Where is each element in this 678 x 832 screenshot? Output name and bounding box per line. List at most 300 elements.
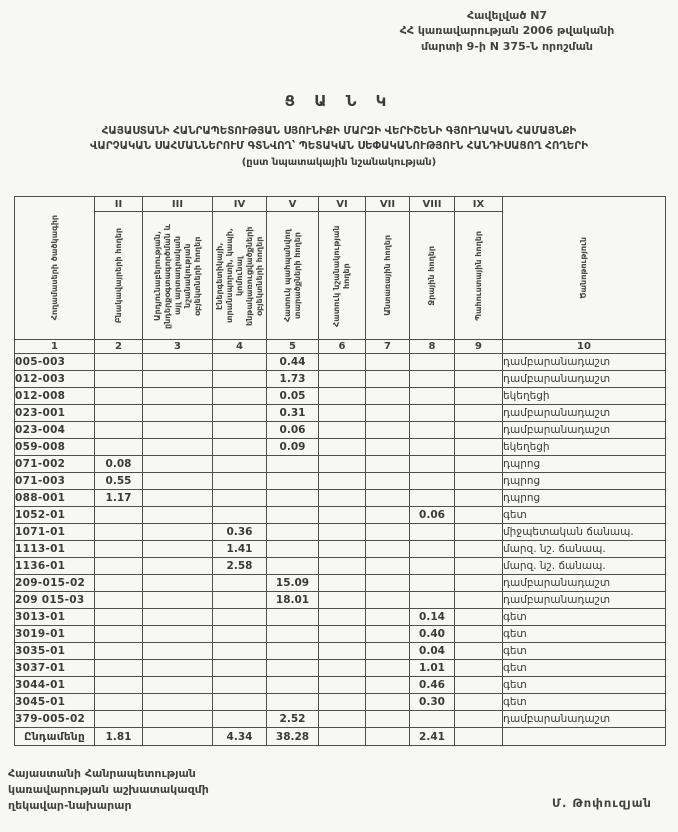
table-row (15, 626, 666, 643)
area-value-cell (143, 711, 213, 728)
column-label: Հատուկ նշանակության հողեր (332, 224, 351, 327)
table-row (15, 660, 666, 677)
area-value-cell (213, 660, 267, 677)
parcel-code: 088-001 (15, 490, 95, 507)
area-value-cell: 2.58 (213, 558, 267, 575)
area-value-cell (143, 371, 213, 388)
area-value-cell (319, 677, 366, 694)
column-header-2 (95, 197, 143, 340)
area-value-cell (143, 473, 213, 490)
parcel-code: 012-008 (15, 388, 95, 405)
area-value-cell (410, 354, 455, 371)
area-value-cell (319, 354, 366, 371)
footer-line-3: ղեկավար-նախարար (8, 798, 132, 812)
column-label: Ծանոթություն (579, 237, 588, 299)
area-value-cell (95, 354, 143, 371)
area-value-cell (143, 660, 213, 677)
table-row (15, 677, 666, 694)
parcel-code: 379-005-02 (15, 711, 95, 728)
note-cell (503, 728, 666, 746)
column-number: 5 (267, 340, 319, 354)
area-value-cell (455, 677, 503, 694)
area-value-cell (366, 609, 410, 626)
column-label: Արդյունաբերության, ընդերքօգտագործման և այլ արտադրական նշանակության օբյեկտների հողեր (152, 222, 202, 329)
area-value-cell (95, 711, 143, 728)
area-value-cell (366, 592, 410, 609)
area-value-cell (455, 507, 503, 524)
area-value-cell (95, 660, 143, 677)
area-value-cell (410, 558, 455, 575)
area-value-cell (366, 711, 410, 728)
note-cell: դամբարանադաշտ (503, 592, 666, 609)
area-value-cell (267, 643, 319, 660)
area-value-cell (319, 558, 366, 575)
area-value-cell (143, 728, 213, 746)
area-value-cell: 38.28 (267, 728, 319, 746)
area-value-cell (143, 524, 213, 541)
area-value-cell (267, 490, 319, 507)
roman-numeral: III (143, 197, 212, 212)
area-value-cell: 1.41 (213, 541, 267, 558)
area-value-cell (143, 575, 213, 592)
area-value-cell (143, 439, 213, 456)
area-value-cell (455, 371, 503, 388)
parcel-code: 209 015-03 (15, 592, 95, 609)
document-subtitle-1: ՀԱՅԱՍՏԱՆԻ ՀԱՆՐԱՊԵՏՈՒԹՅԱՆ ՍՅՈՒՆԻՔԻ ՄԱՐԶԻ ՎԵՐԻՇԵՆԻ ԳՅՈՒՂԱԿԱՆ ՀԱՄԱՅՆՔԻ (101, 125, 577, 137)
note-cell: գետ (503, 626, 666, 643)
appendix-line-2: ՀՀ կառավարության 2006 թվականի (399, 24, 615, 38)
parcel-code: 023-001 (15, 405, 95, 422)
roman-numeral: IV (213, 197, 266, 212)
area-value-cell (455, 592, 503, 609)
table-row (15, 490, 666, 507)
area-value-cell (267, 456, 319, 473)
area-value-cell (366, 677, 410, 694)
note-cell: դպրոց (503, 456, 666, 473)
area-value-cell (366, 473, 410, 490)
area-value-cell (455, 456, 503, 473)
area-value-cell (455, 643, 503, 660)
note-cell: գետ (503, 643, 666, 660)
area-value-cell (213, 677, 267, 694)
area-value-cell (455, 524, 503, 541)
area-value-cell (267, 626, 319, 643)
area-value-cell (143, 609, 213, 626)
column-label: Էներգետիկայի, տրանսպորտի, կապի, կոմունալ ենթակառուցվածքների օբյեկտների հողեր (214, 225, 264, 326)
area-value-cell (95, 575, 143, 592)
appendix-line-1: Հավելված N7 (466, 9, 548, 22)
column-number: 10 (503, 340, 666, 354)
area-value-cell (410, 490, 455, 507)
area-value-cell (410, 456, 455, 473)
area-value-cell (410, 575, 455, 592)
area-value-cell (319, 643, 366, 660)
area-value-cell (95, 643, 143, 660)
area-value-cell (455, 711, 503, 728)
parcel-code: 1071-01 (15, 524, 95, 541)
area-value-cell (143, 592, 213, 609)
note-cell: միջպետական ճանապ. (503, 524, 666, 541)
note-cell: դամբարանադաշտ (503, 575, 666, 592)
total-label: Ընդամենը (15, 728, 95, 746)
table-row (15, 558, 666, 575)
column-header-10 (503, 197, 666, 340)
footer-line-1: Հայաստանի Հանրապետության (8, 767, 196, 780)
area-value-cell (366, 456, 410, 473)
parcel-code: 005-003 (15, 354, 95, 371)
column-label: Պահուստային հողեր (473, 230, 483, 321)
area-value-cell (366, 575, 410, 592)
note-cell: դամբարանադաշտ (503, 405, 666, 422)
land-parcel-table (14, 196, 666, 746)
column-header-5 (267, 197, 319, 340)
column-header-7 (366, 197, 410, 340)
table-row (15, 711, 666, 728)
document-title: Ց Ա Ն Կ (284, 92, 394, 110)
footer-line-2: կառավարության աշխատակազմի (8, 782, 209, 796)
area-value-cell (213, 592, 267, 609)
area-value-cell (319, 371, 366, 388)
area-value-cell (143, 388, 213, 405)
area-value-cell (366, 643, 410, 660)
area-value-cell: 0.14 (410, 609, 455, 626)
column-number: 3 (143, 340, 213, 354)
area-value-cell (455, 728, 503, 746)
area-value-cell (455, 490, 503, 507)
signature-name: Մ. Թոփուզյան (552, 796, 652, 810)
note-cell: գետ (503, 677, 666, 694)
area-value-cell (366, 371, 410, 388)
area-value-cell (319, 541, 366, 558)
area-value-cell (455, 660, 503, 677)
area-value-cell (410, 711, 455, 728)
area-value-cell (95, 422, 143, 439)
note-cell: եկեղեցի (503, 439, 666, 456)
parcel-code: 023-004 (15, 422, 95, 439)
area-value-cell: 2.41 (410, 728, 455, 746)
area-value-cell (143, 643, 213, 660)
footer-signatory-title (8, 766, 209, 814)
area-value-cell (143, 558, 213, 575)
area-value-cell: 0.05 (267, 388, 319, 405)
area-value-cell (213, 473, 267, 490)
note-cell: դամբարանադաշտ (503, 371, 666, 388)
area-value-cell (267, 558, 319, 575)
area-value-cell (410, 473, 455, 490)
area-value-cell (455, 575, 503, 592)
table-row (15, 473, 666, 490)
table-row (15, 405, 666, 422)
area-value-cell (213, 371, 267, 388)
area-value-cell (366, 388, 410, 405)
area-value-cell (267, 473, 319, 490)
area-value-cell (95, 626, 143, 643)
roman-numeral: VIII (410, 197, 454, 212)
table-row (15, 422, 666, 439)
area-value-cell: 18.01 (267, 592, 319, 609)
area-value-cell (95, 371, 143, 388)
appendix-line-3: մարտի 9-ի N 375-Ն որոշման (420, 39, 594, 53)
area-value-cell: 1.17 (95, 490, 143, 507)
area-value-cell (455, 609, 503, 626)
area-value-cell: 0.06 (410, 507, 455, 524)
area-value-cell: 0.44 (267, 354, 319, 371)
note-cell: դամբարանադաշտ (503, 711, 666, 728)
area-value-cell (366, 354, 410, 371)
area-value-cell (319, 422, 366, 439)
column-header-8 (410, 197, 455, 340)
area-value-cell: 1.81 (95, 728, 143, 746)
area-value-cell (366, 728, 410, 746)
area-value-cell (95, 694, 143, 711)
area-value-cell (319, 728, 366, 746)
area-value-cell (455, 473, 503, 490)
area-value-cell (143, 456, 213, 473)
area-value-cell (455, 541, 503, 558)
area-value-cell (267, 524, 319, 541)
note-cell: գետ (503, 609, 666, 626)
column-header-6 (319, 197, 366, 340)
area-value-cell: 0.04 (410, 643, 455, 660)
column-number: 2 (95, 340, 143, 354)
column-label: Անտառային հողեր (382, 235, 392, 316)
area-value-cell (455, 405, 503, 422)
area-value-cell (366, 541, 410, 558)
table-row (15, 388, 666, 405)
parcel-code: 012-003 (15, 371, 95, 388)
area-value-cell (410, 388, 455, 405)
area-value-cell (95, 558, 143, 575)
column-number: 9 (455, 340, 503, 354)
table-row (15, 694, 666, 711)
area-value-cell: 0.55 (95, 473, 143, 490)
area-value-cell (213, 422, 267, 439)
note-cell: դպրոց (503, 490, 666, 507)
area-value-cell (213, 626, 267, 643)
table-row (15, 456, 666, 473)
area-value-cell: 1.01 (410, 660, 455, 677)
table-row (15, 609, 666, 626)
area-value-cell: 0.06 (267, 422, 319, 439)
area-value-cell (319, 473, 366, 490)
area-value-cell (319, 439, 366, 456)
table-header-row (15, 197, 666, 340)
table-row (15, 592, 666, 609)
area-value-cell (143, 490, 213, 507)
table-row (15, 524, 666, 541)
area-value-cell (143, 677, 213, 694)
area-value-cell (319, 405, 366, 422)
column-label: Հողամասերի ծածկագիր (49, 215, 59, 321)
area-value-cell: 0.09 (267, 439, 319, 456)
parcel-code: 209-015-02 (15, 575, 95, 592)
area-value-cell (267, 660, 319, 677)
area-value-cell (319, 609, 366, 626)
area-value-cell (213, 643, 267, 660)
area-value-cell (143, 541, 213, 558)
area-value-cell (319, 524, 366, 541)
note-cell: եկեղեցի (503, 388, 666, 405)
area-value-cell (366, 439, 410, 456)
area-value-cell (455, 354, 503, 371)
document-subtitle-2: ՎԱՐՉԱԿԱՆ ՍԱՀՄԱՆՆԵՐՈՒՄ ԳՏՆՎՈՂ՝ ՊԵՏԱԿԱՆ ՍԵՓԱԿԱՆՈՒԹՅՈՒՆ ՀԱՆԴԻՍԱՑՈՂ ՀՈՂԵՐԻ (90, 139, 588, 152)
area-value-cell (319, 456, 366, 473)
area-value-cell (95, 677, 143, 694)
area-value-cell (319, 694, 366, 711)
title-block (0, 92, 678, 170)
document-subtitle-3: (ըստ նպատակային նշանակության) (241, 156, 437, 168)
table-body (15, 354, 666, 746)
parcel-code: 071-002 (15, 456, 95, 473)
table-row (15, 354, 666, 371)
area-value-cell: 0.46 (410, 677, 455, 694)
area-value-cell: 0.31 (267, 405, 319, 422)
area-value-cell: 15.09 (267, 575, 319, 592)
area-value-cell (366, 490, 410, 507)
column-number: 1 (15, 340, 95, 354)
column-number: 4 (213, 340, 267, 354)
table-row (15, 643, 666, 660)
note-cell: մարզ. նշ. ճանապ. (503, 558, 666, 575)
table-row (15, 439, 666, 456)
parcel-code: 3045-01 (15, 694, 95, 711)
area-value-cell (95, 541, 143, 558)
column-header-9 (455, 197, 503, 340)
area-value-cell: 0.08 (95, 456, 143, 473)
area-value-cell (95, 609, 143, 626)
area-value-cell (319, 575, 366, 592)
area-value-cell (213, 711, 267, 728)
parcel-code: 3037-01 (15, 660, 95, 677)
column-number-row (15, 340, 666, 354)
area-value-cell (95, 592, 143, 609)
area-value-cell (213, 575, 267, 592)
area-value-cell (366, 422, 410, 439)
area-value-cell: 0.30 (410, 694, 455, 711)
column-label: Հատուկ պահպանվող տարածքների հողեր (282, 229, 302, 322)
area-value-cell (143, 507, 213, 524)
area-value-cell (143, 405, 213, 422)
note-cell: գետ (503, 660, 666, 677)
area-value-cell (366, 558, 410, 575)
parcel-code: 3019-01 (15, 626, 95, 643)
area-value-cell (319, 507, 366, 524)
column-label: Ջրային հողեր (427, 245, 436, 306)
area-value-cell (455, 388, 503, 405)
table-row (15, 371, 666, 388)
area-value-cell (267, 507, 319, 524)
roman-numeral: VI (319, 197, 365, 212)
area-value-cell (267, 541, 319, 558)
area-value-cell (213, 694, 267, 711)
area-value-cell (95, 439, 143, 456)
area-value-cell (213, 439, 267, 456)
area-value-cell (410, 541, 455, 558)
area-value-cell (410, 524, 455, 541)
parcel-code: 071-003 (15, 473, 95, 490)
roman-numeral: V (267, 197, 318, 212)
area-value-cell (366, 524, 410, 541)
column-header-3 (143, 197, 213, 340)
area-value-cell (410, 592, 455, 609)
area-value-cell (213, 490, 267, 507)
parcel-code: 1113-01 (15, 541, 95, 558)
area-value-cell (410, 439, 455, 456)
column-number: 7 (366, 340, 410, 354)
area-value-cell (213, 507, 267, 524)
area-value-cell (213, 609, 267, 626)
area-value-cell (143, 694, 213, 711)
parcel-code: 059-008 (15, 439, 95, 456)
table-row (15, 575, 666, 592)
area-value-cell (143, 626, 213, 643)
area-value-cell (455, 694, 503, 711)
area-value-cell (366, 660, 410, 677)
note-cell: մարզ. նշ. ճանապ. (503, 541, 666, 558)
area-value-cell (95, 524, 143, 541)
parcel-code: 1052-01 (15, 507, 95, 524)
total-row (15, 728, 666, 746)
area-value-cell: 1.73 (267, 371, 319, 388)
area-value-cell (95, 405, 143, 422)
area-value-cell (95, 507, 143, 524)
area-value-cell (455, 558, 503, 575)
table-row (15, 507, 666, 524)
area-value-cell: 2.52 (267, 711, 319, 728)
area-value-cell (455, 422, 503, 439)
column-label: Բնակավայրերի հողեր (113, 227, 123, 324)
note-cell: դամբարանադաշտ (503, 354, 666, 371)
table-row (15, 541, 666, 558)
area-value-cell (267, 677, 319, 694)
area-value-cell (366, 507, 410, 524)
area-value-cell (213, 456, 267, 473)
area-value-cell (319, 660, 366, 677)
area-value-cell (267, 694, 319, 711)
area-value-cell (213, 388, 267, 405)
appendix-reference (352, 8, 662, 54)
area-value-cell (455, 626, 503, 643)
area-value-cell (410, 422, 455, 439)
area-value-cell (455, 439, 503, 456)
roman-numeral: IX (455, 197, 502, 212)
parcel-code: 3035-01 (15, 643, 95, 660)
area-value-cell (319, 592, 366, 609)
area-value-cell: 0.40 (410, 626, 455, 643)
area-value-cell: 4.34 (213, 728, 267, 746)
roman-numeral: II (95, 197, 142, 212)
area-value-cell (319, 711, 366, 728)
note-cell: դպրոց (503, 473, 666, 490)
column-number: 8 (410, 340, 455, 354)
area-value-cell (319, 388, 366, 405)
note-cell: դամբարանադաշտ (503, 422, 666, 439)
area-value-cell (366, 405, 410, 422)
area-value-cell (319, 490, 366, 507)
area-value-cell (410, 405, 455, 422)
roman-numeral: VII (366, 197, 409, 212)
area-value-cell (267, 609, 319, 626)
area-value-cell (213, 405, 267, 422)
note-cell: գետ (503, 507, 666, 524)
area-value-cell (143, 422, 213, 439)
area-value-cell (366, 694, 410, 711)
area-value-cell (366, 626, 410, 643)
area-value-cell (410, 371, 455, 388)
column-header-1 (15, 197, 95, 340)
column-number: 6 (319, 340, 366, 354)
area-value-cell (319, 626, 366, 643)
